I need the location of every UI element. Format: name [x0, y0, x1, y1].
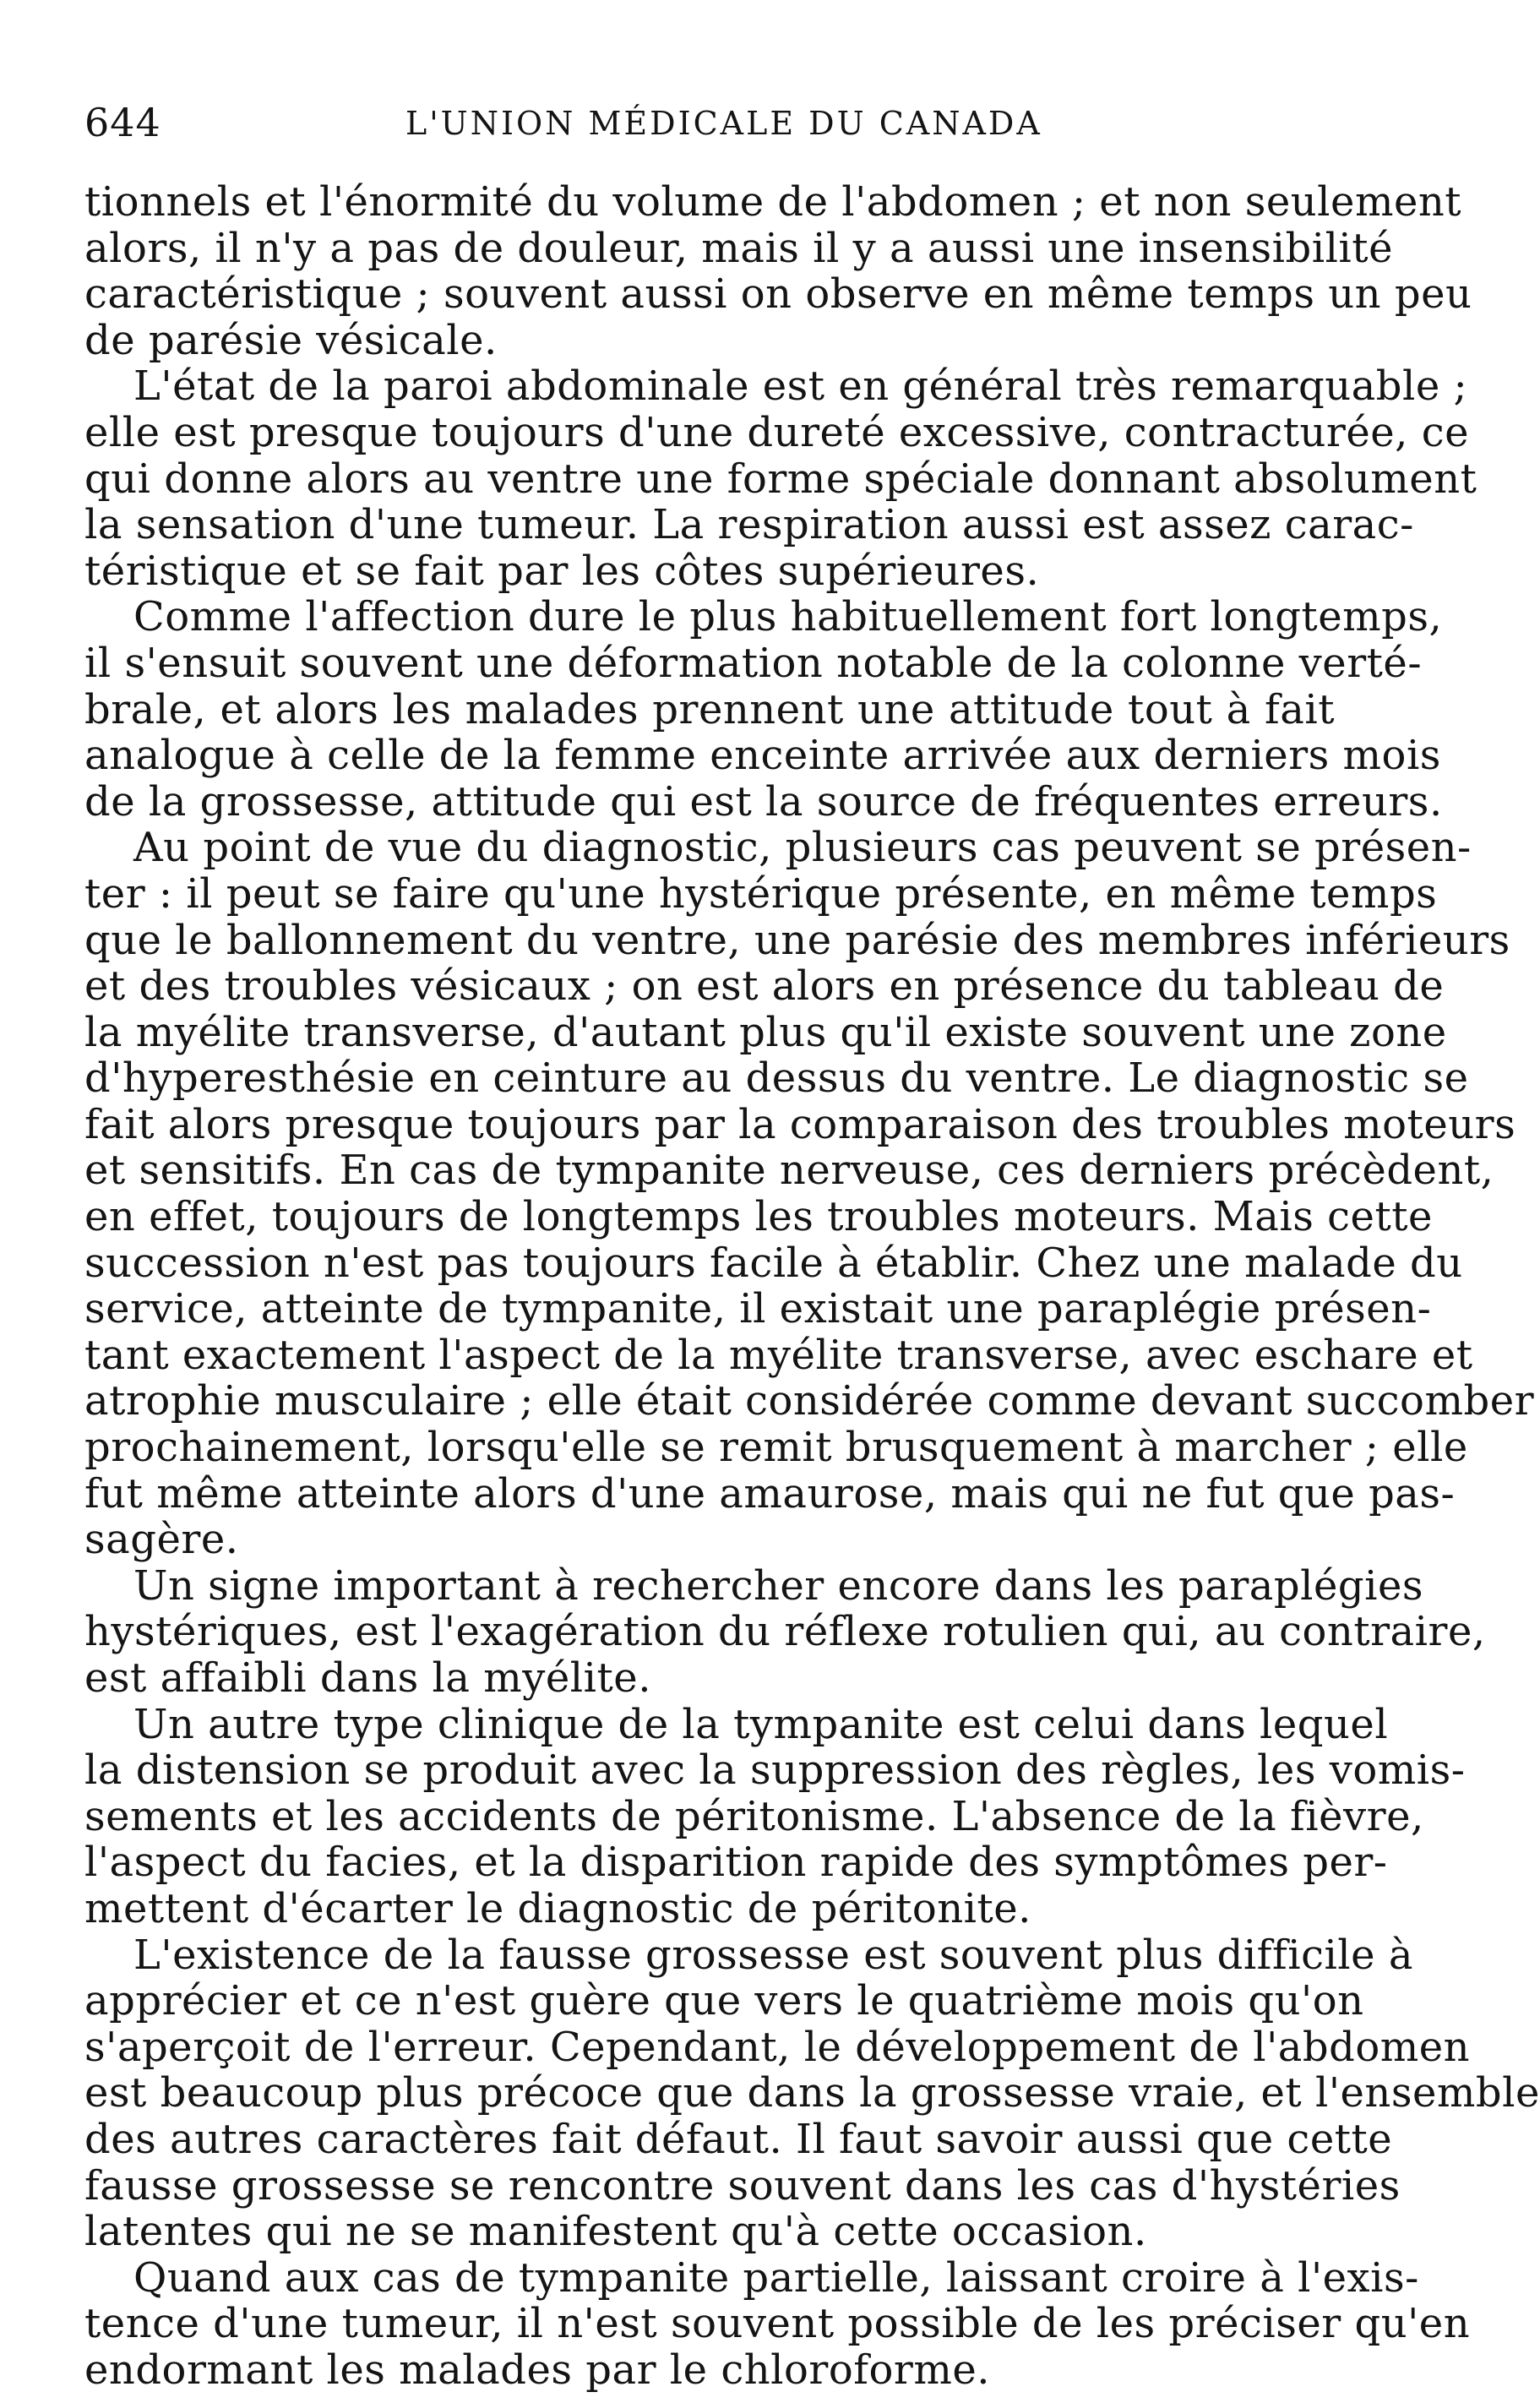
paragraph-start-line: Comme l'affection dure le plus habituellement fort longtemps,	[133, 593, 1443, 641]
text-line: fait alors presque toujours par la comparaison des troubles moteurs	[84, 1100, 1516, 1148]
text-line: tence d'une tumeur, il n'est souvent possible de les préciser qu'en	[84, 2300, 1471, 2348]
paragraph-start-line: Un signe important à rechercher encore dans les paraplégies	[133, 1561, 1424, 1610]
text-line: de parésie vésicale.	[84, 316, 498, 364]
text-line: la distension se produit avec la suppression des règles, les vomis-	[84, 1746, 1466, 1795]
text-line: atrophie musculaire ; elle était considérée comme devant succomber	[84, 1377, 1535, 1425]
text-line: apprécier et ce n'est guère que vers le quatrième mois qu'on	[84, 1977, 1364, 2025]
paragraph-start-line: Au point de vue du diagnostic, plusieurs cas peuvent se présen-	[133, 824, 1472, 872]
text-line: que le ballonnement du ventre, une parésie des membres inférieurs	[84, 916, 1510, 964]
text-line: qui donne alors au ventre une forme spéciale donnant absolument	[84, 455, 1477, 503]
text-line: latentes qui ne se manifestent qu'à cette occasion.	[84, 2208, 1147, 2256]
text-line: elle est presque toujours d'une dureté excessive, contracturée, ce	[84, 408, 1469, 456]
text-line: mettent d'écarter le diagnostic de péritonite.	[84, 1884, 1031, 1932]
text-line: fausse grossesse se rencontre souvent dans les cas d'hystéries	[84, 2161, 1401, 2210]
text-line: endormant les malades par le chloroforme.	[84, 2346, 990, 2394]
paragraph-start-line: L'état de la paroi abdominale est en général très remarquable ;	[133, 362, 1468, 411]
text-line: sagère.	[84, 1516, 239, 1564]
text-line: est affaibli dans la myélite.	[84, 1654, 651, 1702]
text-line: en effet, toujours de longtemps les troubles moteurs. Mais cette	[84, 1193, 1433, 1241]
body-text	[84, 178, 1540, 2394]
paragraph-start-line: Quand aux cas de tympanite partielle, laissant croire à l'exis-	[133, 2253, 1419, 2302]
text-line: service, atteinte de tympanite, il existait une paraplégie présen-	[84, 1285, 1432, 1333]
text-line: s'aperçoit de l'erreur. Cependant, le développement de l'abdomen	[84, 2023, 1471, 2071]
text-line: l'aspect du facies, et la disparition rapide des symptômes per-	[84, 1839, 1388, 1887]
text-line: ter : il peut se faire qu'une hystérique présente, en même temps	[84, 869, 1438, 918]
text-line: tant exactement l'aspect de la myélite transverse, avec eschare et	[84, 1331, 1473, 1379]
text-line: hystériques, est l'exagération du réflexe rotulien qui, au contraire,	[84, 1608, 1486, 1656]
text-line: caractéristique ; souvent aussi on observe en même temps un peu	[84, 270, 1472, 319]
text-line: téristique et se fait par les côtes supérieures.	[84, 547, 1040, 595]
text-line: de la grossesse, attitude qui est la source de fréquentes erreurs.	[84, 777, 1443, 826]
text-line: d'hyperesthésie en ceinture au dessus du ventre. Le diagnostic se	[84, 1054, 1469, 1103]
text-line: et des troubles vésicaux ; on est alors en présence du tableau de	[84, 962, 1445, 1011]
text-line: fut même atteinte alors d'une amaurose, mais qui ne fut que pas-	[84, 1469, 1456, 1518]
text-line: des autres caractères fait défaut. Il faut savoir aussi que cette	[84, 2115, 1393, 2163]
text-line: succession n'est pas toujours facile à établir. Chez une malade du	[84, 1239, 1463, 1287]
text-line: et sensitifs. En cas de tympanite nerveuse, ces derniers précèdent,	[84, 1147, 1494, 1195]
text-line: prochainement, lorsqu'elle se remit brusquement à marcher ; elle	[84, 1424, 1468, 1472]
running-title: L'UNION MÉDICALE DU CANADA	[405, 105, 1042, 142]
page-number: 644	[84, 100, 161, 145]
text-line: brale, et alors les malades prennent une attitude tout à fait	[84, 685, 1335, 733]
paragraph-start-line: Un autre type clinique de la tympanite est celui dans lequel	[133, 1700, 1389, 1748]
text-line: analogue à celle de la femme enceinte arrivée aux derniers mois	[84, 732, 1441, 780]
page-header	[84, 100, 1335, 150]
text-line: sements et les accidents de péritonisme. L'absence de la fièvre,	[84, 1792, 1424, 1840]
text-line: la sensation d'une tumeur. La respiration aussi est assez carac-	[84, 501, 1414, 549]
text-line: la myélite transverse, d'autant plus qu'il existe souvent une zone	[84, 1008, 1447, 1056]
paragraph-start-line: L'existence de la fausse grossesse est souvent plus difficile à	[133, 1931, 1413, 1979]
text-line: alors, il n'y a pas de douleur, mais il y a aussi une insensibilité	[84, 224, 1393, 272]
text-line: est beaucoup plus précoce que dans la grossesse vraie, et l'ensemble	[84, 2069, 1540, 2117]
text-line: il s'ensuit souvent une déformation notable de la colonne verté-	[84, 639, 1423, 687]
text-line: tionnels et l'énormité du volume de l'abdomen ; et non seulement	[84, 178, 1462, 226]
